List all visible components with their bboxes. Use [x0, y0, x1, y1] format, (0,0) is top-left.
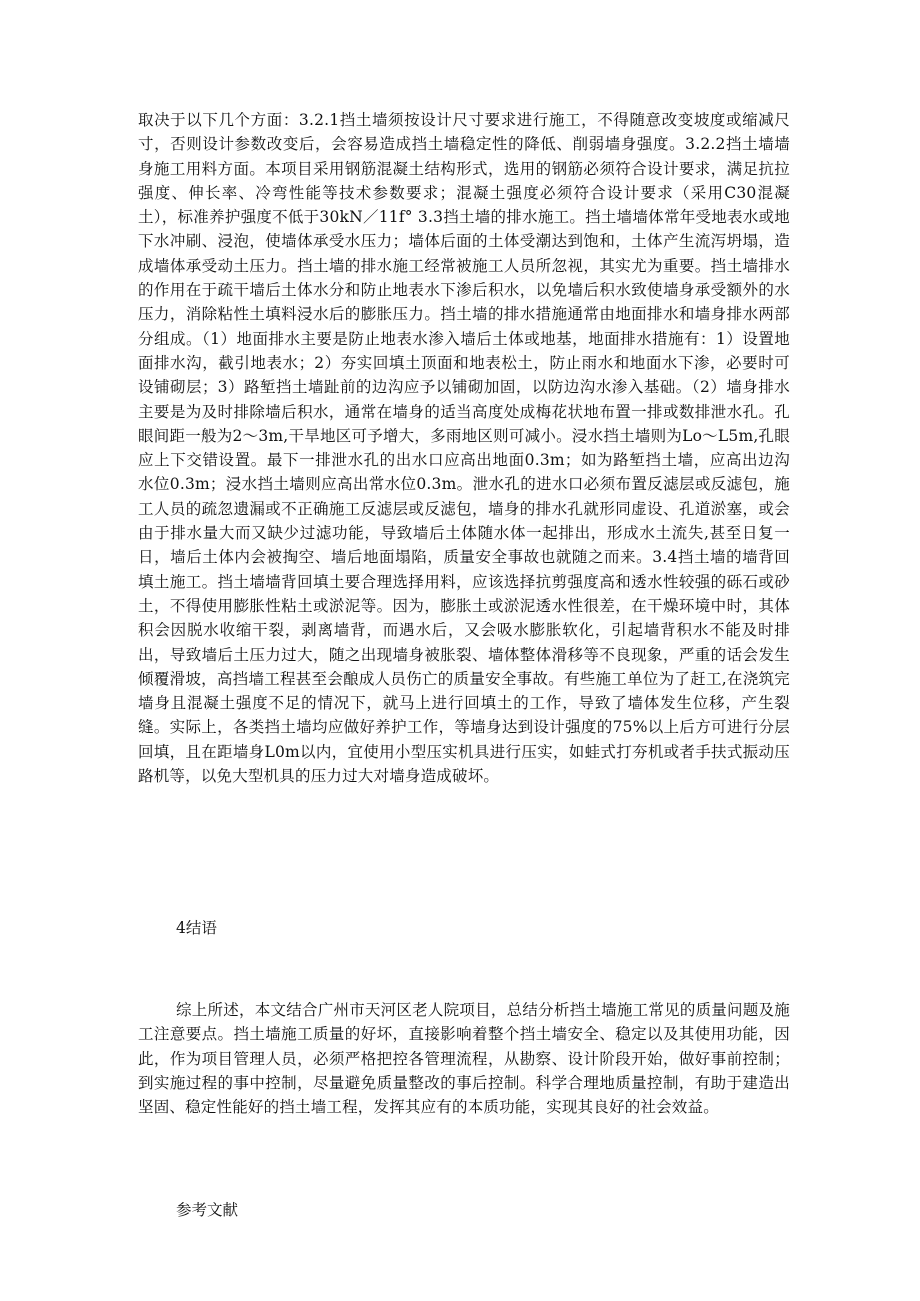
- references-heading: 参考文献: [176, 1201, 239, 1219]
- section-heading-conclusion: 4结语: [176, 919, 217, 937]
- conclusion-paragraph: 综上所述，本文结合广州市天河区老人院项目，总结分析挡土墙施工常见的质量问题及施工注意要点。挡土墙施工质量的好坏，直接影响着整个挡土墙安全、稳定以及其使用功能，因此，作为项目管理人员，必须严格把控各管理流程，从勘察、设计阶段开始，做好事前控制；到实施过程的事中控制，尽量避免质量整改的事后控制。科学合理地质量控制，有助于建造出坚固、稳定性能好的挡土墙工程，发挥其应有的本质功能，实现其良好的社会效益。: [138, 1001, 790, 1117]
- body-paragraph: 取决于以下几个方面：3.2.1挡土墙须按设计尺寸要求进行施工，不得随意改变坡度或缩减尺寸，否则设计参数改变后，会容易造成挡土墙稳定性的降低、削弱墙身强度。3.2.2挡土墙墙身施工用料方面。本项目采用钢筋混凝土结构形式，选用的钢筋必须符合设计要求，满足抗拉强度、伸长率、冷弯性能等技术参数要求；混凝土强度必须符合设计要求（采用C30混凝土），标准养护强度不低于30kN／11f° 3.3挡土墙的排水施工。挡土墙墙体常年受地表水或地下水冲刷、浸泡，使墙体承受水压力；墙体后面的土体受潮达到饱和，土体产生流泻坍塌，造成墙体承受动土压力。挡土墙的排水施工经常被施工人员所忽视，其实尤为重要。挡土墙排水的作用在于疏干墙后土体水分和防止地表水下渗后积水，以免墙后积水致使墙身承受额外的水压力，消除粘性土填料浸水后的膨胀压力。挡土墙的排水措施通常由地面排水和墙身排水两部分组成。（1）地面排水主要是防止地表水渗入墙后土体或地基，地面排水措施有：1）设置地面排水沟，截引地表水；2）夯实回填土顶面和地表松土，防止雨水和地面水下渗，必要时可设铺砌层；3）路堑挡土墙趾前的边沟应予以铺砌加固，以防边沟水渗入基础。（2）墙身排水主要是为及时排除墙后积水，通常在墙身的适当高度处成梅花状地布置一排或数排泄水孔。孔眼间距一般为2～3m,干旱地区可予增大，多雨地区则可减小。浸水挡土墙则为Lo～L5m,孔眼应上下交错设置。最下一排泄水孔的出水口应高出地面0.3m；如为路堑挡土墙，应高出边沟水位0.3m；浸水挡土墙则应高出常水位0.3m。泄水孔的进水口必须布置反滤层或反滤包，施工人员的疏忽遗漏或不正确施工反滤层或反滤包，墙身的排水孔就形同虚设、孔道淤塞，或会由于排水量大而又缺少过滤功能，导致墙后土体随水体一起排出，形成水土流失,甚至日复一日，墙后土体内会被掏空、墙后地面塌陷，质量安全事故也就随之而来。3.4挡土墙的墙背回填土施工。挡土墙墙背回填土要合理选择用料，应该选择抗剪强度高和透水性较强的砾石或砂土，不得使用膨胀性粘土或淤泥等。因为，膨胀土或淤泥透水性很差，在干燥环境中时，其体积会因脱水收缩干裂，剥离墙背，而遇水后，又会吸水膨胀软化，引起墙背积水不能及时排出，导致墙后土压力过大，随之出现墙身被胀裂、墙体整体滑移等不良现象，严重的话会发生倾覆滑坡，高挡墙工程甚至会酿成人员伤亡的质量安全事故。有些施工单位为了赶工,在浇筑完墙身且混凝土强度不足的情况下，就马上进行回填土的工作，导致了墙体发生位移，产生裂缝。实际上，各类挡土墙均应做好养护工作，等墙身达到设计强度的75%以上后方可进行分层回填，且在距墙身L0m以内，宜使用小型压实机具进行压实，如蛙式打夯机或者手扶式振动压路机等，以免大型机具的压力过大对墙身造成破坏。: [138, 111, 790, 786]
